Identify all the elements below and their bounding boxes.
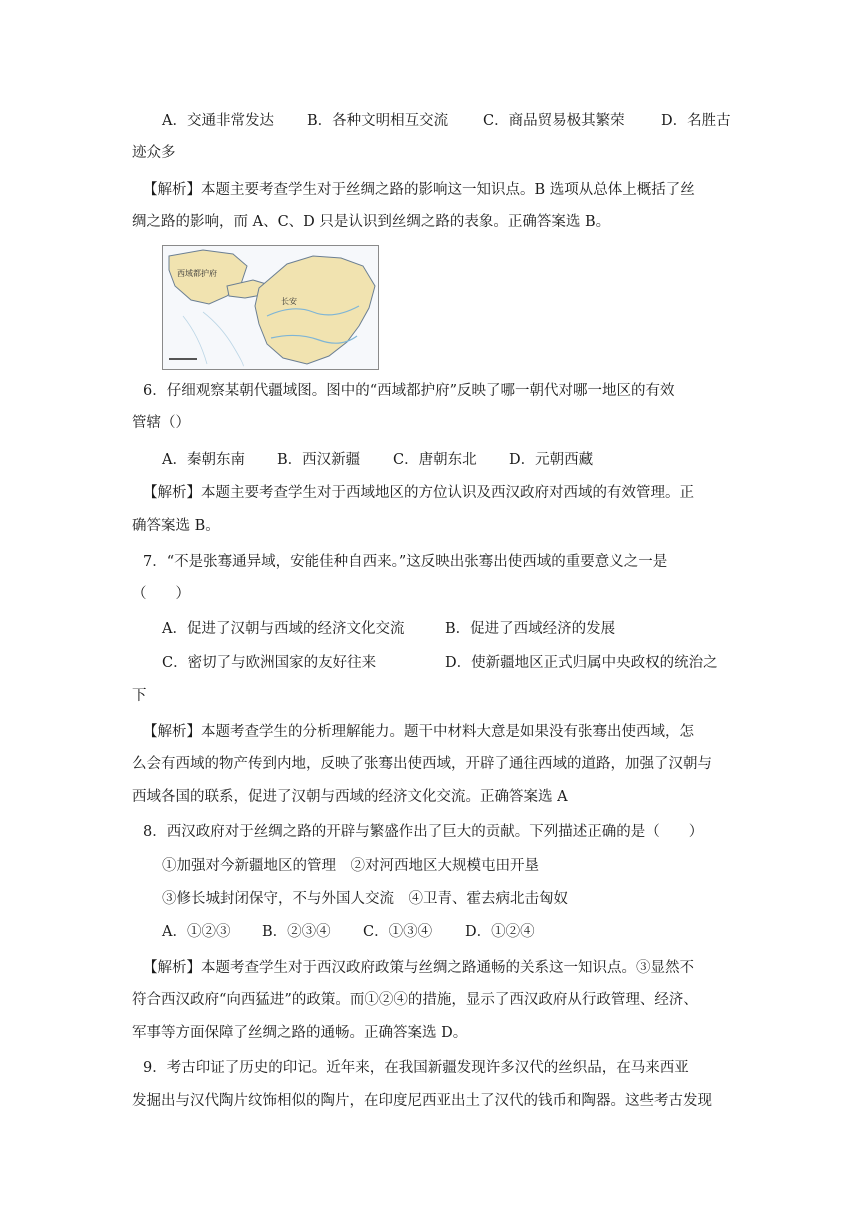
q6-analysis-line-1: 【解析】本题主要考查学生对于西域地区的方位认识及西汉政府对西域的有效管理。正: [143, 485, 694, 501]
q8-stem: 8．西汉政府对于丝绸之路的开辟与繁盛作出了巨大的贡献。下列描述正确的是（ ）: [143, 824, 704, 840]
q8-option-d: D．①②④: [465, 924, 535, 940]
q7-analysis-line-1: 【解析】本题考查学生的分析理解能力。题干中材料大意是如果没有张骞出使西域，怎: [143, 724, 694, 740]
q8-option-a: A．①②③: [162, 924, 231, 940]
q8-analysis-line-2: 符合西汉政府“向西猛进”的政策。而①②④的措施，显示了西汉政府从行政管理、经济、: [132, 992, 698, 1008]
q7-option-a: A．促进了汉朝与西域的经济文化交流: [162, 621, 405, 637]
q8-items-1-2: ①加强对今新疆地区的管理 ②对河西地区大规模屯田开垦: [162, 858, 539, 874]
q5-option-d: D．名胜古: [661, 113, 731, 129]
q7-options-row-1: [0, 619, 860, 639]
q8-items-3-4: ③修长城封闭保守，不与外国人交流 ④卫青、霍去病北击匈奴: [162, 891, 568, 907]
q6-option-b: B．西汉新疆: [277, 452, 361, 468]
q5-option-c: C．商品贸易极其繁荣: [483, 113, 625, 129]
q5-options: [0, 111, 860, 131]
territory-map: [162, 245, 379, 370]
q7-option-d: D．使新疆地区正式归属中央政权的统治之: [445, 655, 718, 671]
q5-option-b: B．各种文明相互交流: [307, 113, 449, 129]
map-label-changan: 长安: [281, 297, 297, 306]
q7-options-row-2: [0, 653, 860, 673]
q7-option-d-continued: 下: [132, 688, 147, 704]
q8-analysis-line-3: 军事等方面保障了丝绸之路的通畅。正确答案选 D。: [132, 1025, 468, 1041]
q8-option-c: C．①③④: [363, 924, 433, 940]
q8-options: [0, 922, 860, 942]
q7-analysis-line-3: 西域各国的联系，促进了汉朝与西域的经济文化交流。正确答案选 A: [132, 789, 568, 805]
q5-analysis-line-1: 【解析】本题主要考查学生对于丝绸之路的影响这一知识点。B 选项从总体上概括了丝: [143, 182, 695, 198]
q6-options: [0, 450, 860, 470]
q8-option-b: B．②③④: [262, 924, 331, 940]
q6-option-c: C．唐朝东北: [393, 452, 477, 468]
q7-analysis-line-2: 么会有西域的物产传到内地，反映了张骞出使西域，开辟了通往西域的道路，加强了汉朝与: [132, 756, 712, 772]
q9-stem-line-1: 9．考古印证了历史的印记。近年来，在我国新疆发现许多汉代的丝织品，在马来西亚: [143, 1060, 689, 1076]
q7-option-c: C．密切了与欧洲国家的友好往来: [162, 655, 377, 671]
q7-stem-line-2: （ ）: [132, 586, 190, 602]
map-drawing: [163, 246, 378, 369]
q6-stem-line-2: 管辖（）: [132, 415, 190, 431]
q6-stem-line-1: 6．仔细观察某朝代疆域图。图中的“西域都护府”反映了哪一朝代对哪一地区的有效: [143, 383, 675, 399]
q9-stem-line-2: 发掘出与汉代陶片纹饰相似的陶片，在印度尼西亚出土了汉代的钱币和陶器。这些考古发现: [132, 1093, 712, 1109]
q6-analysis-line-2: 确答案选 B。: [132, 518, 220, 534]
q6-option-a: A．秦朝东南: [162, 452, 245, 468]
q6-option-d: D．元朝西藏: [509, 452, 594, 468]
q7-option-b: B．促进了西域经济的发展: [445, 621, 616, 637]
q8-analysis-line-1: 【解析】本题考查学生对于西汉政府政策与丝绸之路通畅的关系这一知识点。③显然不: [143, 960, 694, 976]
map-label-western-protectorate: 西域都护府: [177, 269, 217, 278]
q5-analysis-line-2: 绸之路的影响，而 A、C、D 只是认识到丝绸之路的表象。正确答案选 B。: [132, 214, 611, 230]
q7-stem-line-1: 7．“不是张骞通异域，安能佳种自西来。”这反映出张骞出使西域的重要意义之一是: [143, 554, 668, 570]
q5-option-a: A．交通非常发达: [162, 113, 274, 129]
q5-option-d-continued: 迹众多: [132, 145, 176, 161]
